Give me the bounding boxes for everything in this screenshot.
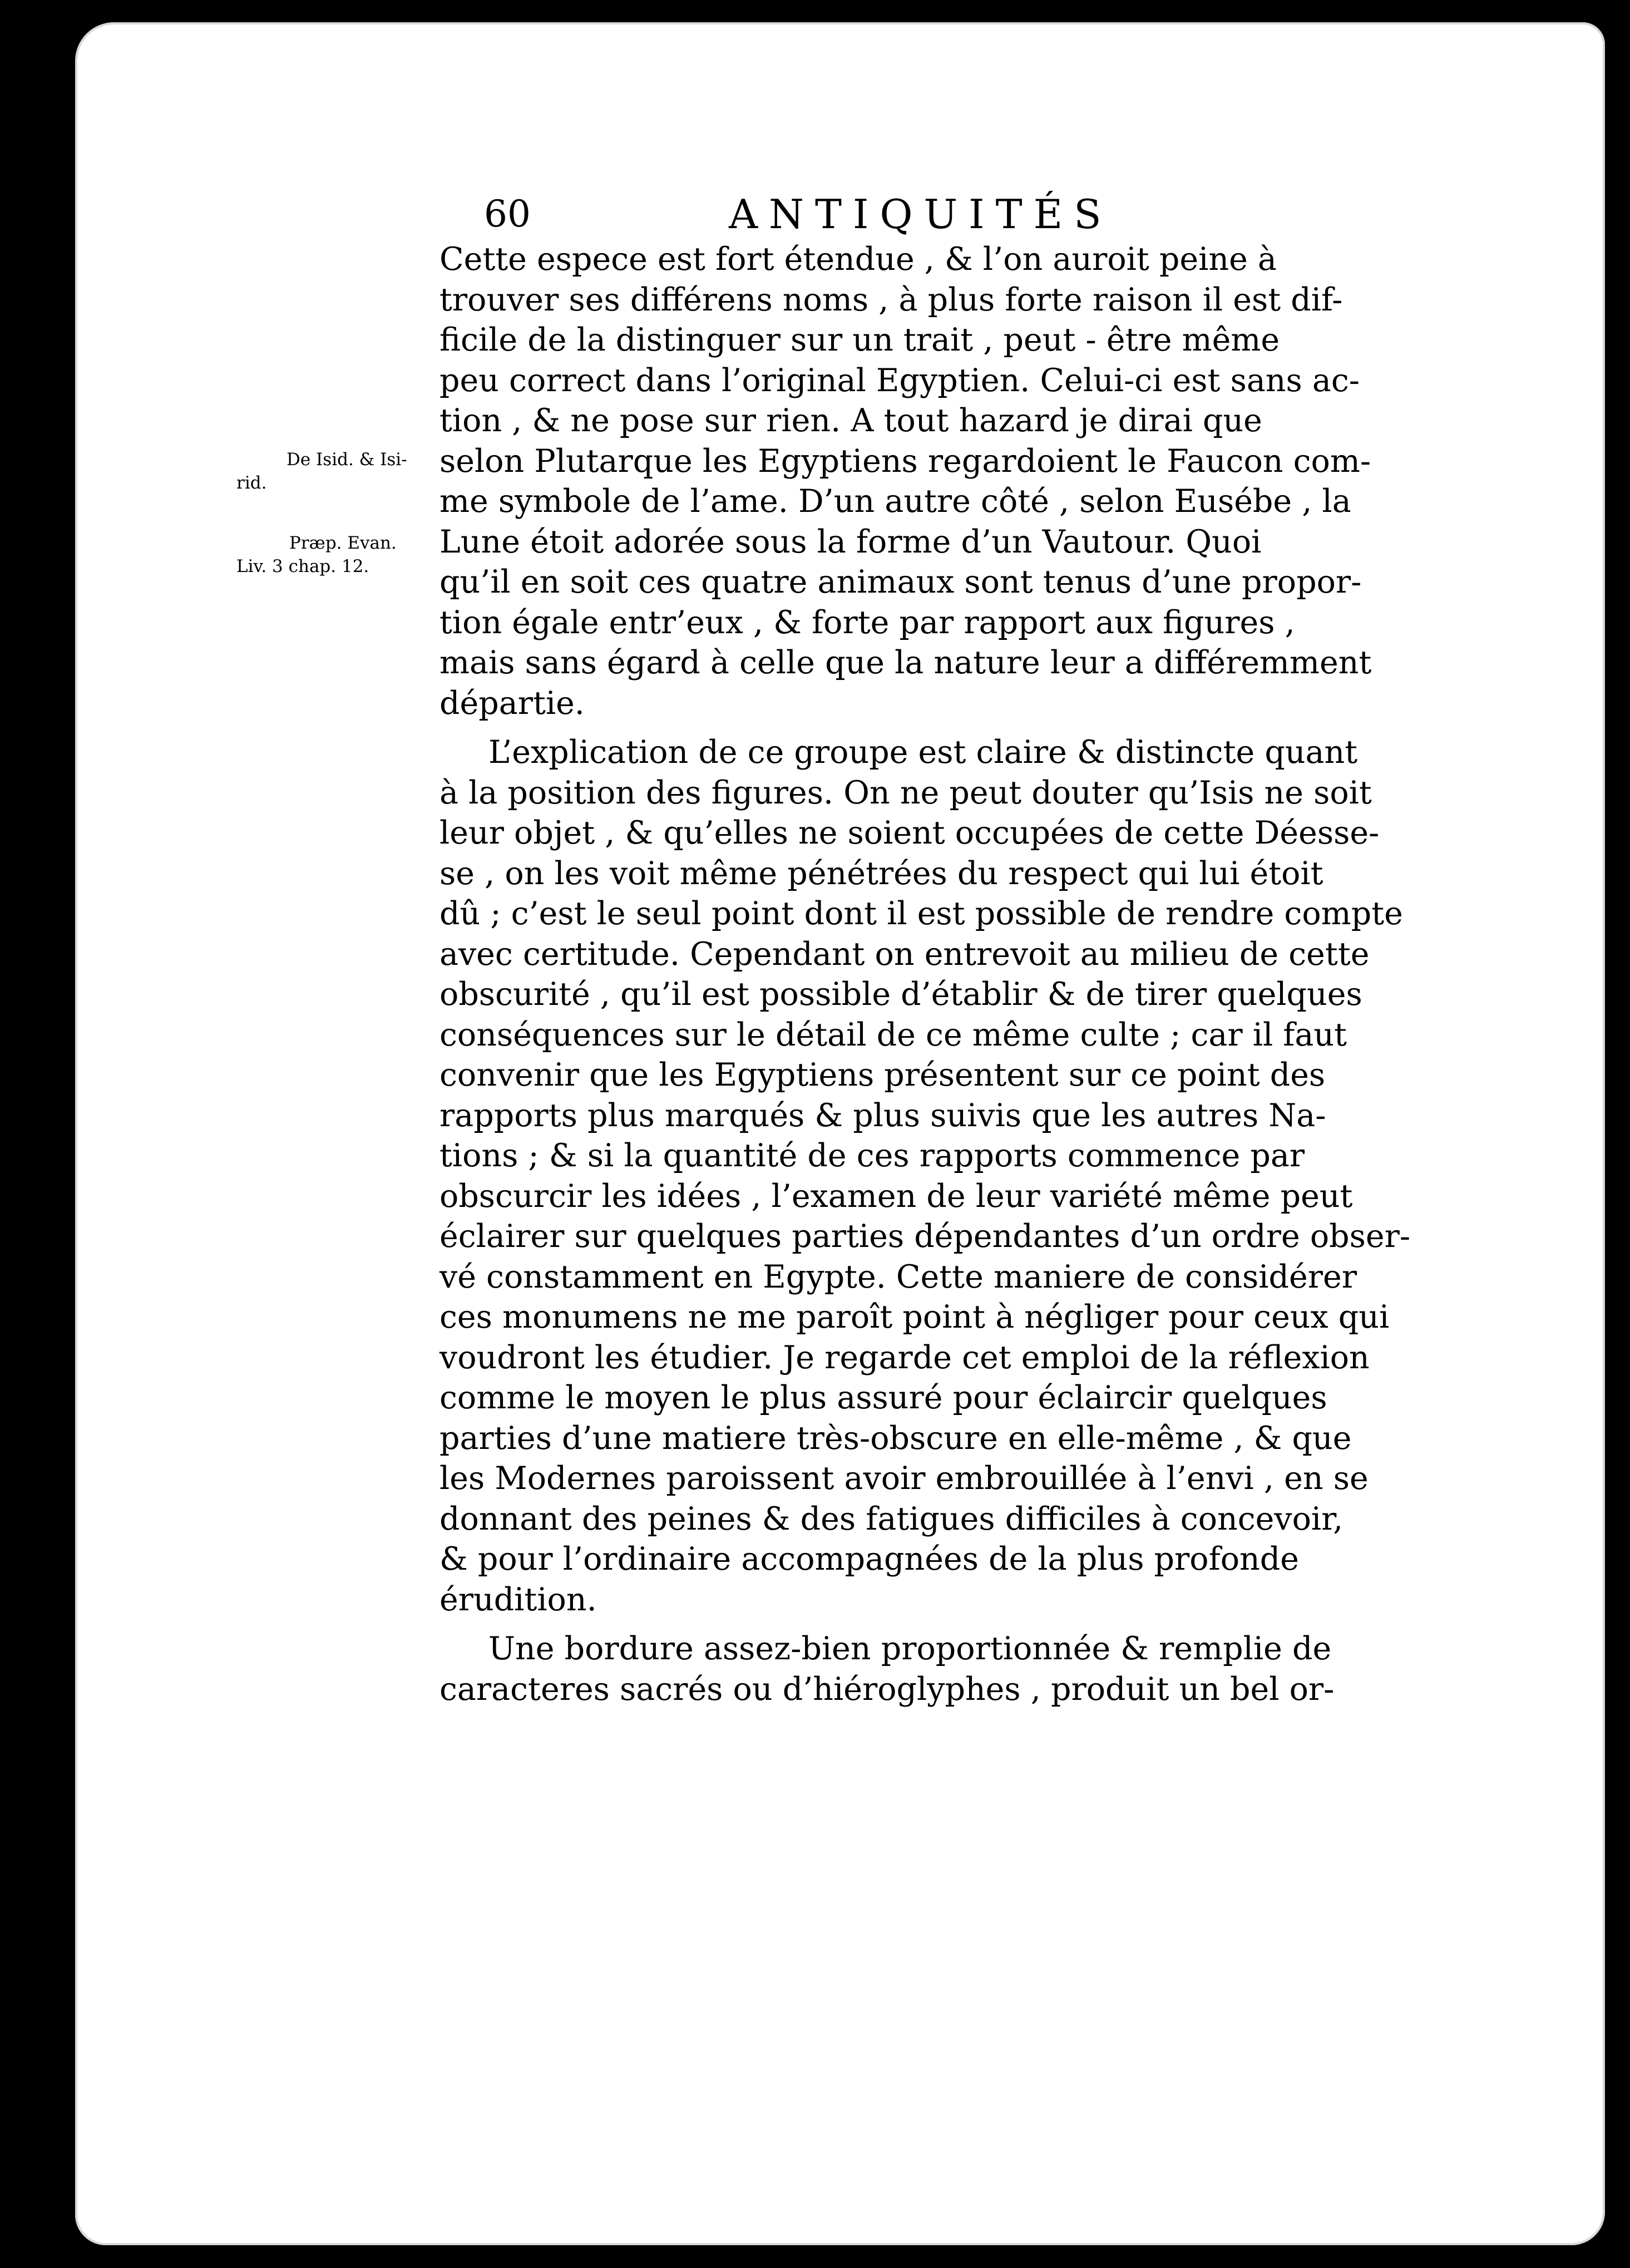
text-line: éclairer sur quelques parties dépendantes d’un ordre obser- — [439, 1218, 1411, 1255]
text-line: avec certitude. Cependant on entrevoit au milieu de cette — [439, 935, 1370, 973]
text-line: tions ; & si la quantité de ces rapports commence par — [439, 1137, 1305, 1174]
text-line: les Modernes paroissent avoir embrouillée à l’envi , en se — [439, 1460, 1369, 1497]
margin-note-plutarch — [236, 448, 407, 495]
text-line: voudront les étudier. Je regarde cet emploi de la réflexion — [439, 1339, 1370, 1376]
text-line: mais sans égard à celle que la nature leur a différemment — [439, 644, 1372, 681]
paragraph-1 — [439, 239, 1424, 723]
running-head: ANTIQUITÉS — [729, 191, 1113, 238]
text-line: Cette espece est fort étendue , & l’on auroit peine à — [439, 241, 1277, 278]
text-line: selon Plutarque les Egyptiens regardoient le Faucon com- — [439, 442, 1371, 480]
text-line: Une bordure assez-bien proportionnée & remplie de — [488, 1630, 1332, 1667]
margin-note-line: Liv. 3 chap. 12. — [236, 556, 369, 576]
text-line: départie. — [439, 684, 585, 722]
text-line: conséquences sur le détail de ce même culte ; car il faut — [439, 1016, 1347, 1053]
text-line: me symbole de l’ame. D’un autre côté , selon Eusébe , la — [439, 483, 1351, 520]
text-line: érudition. — [439, 1581, 597, 1618]
paragraph-2 — [439, 732, 1424, 1620]
text-line: se , on les voit même pénétrées du respect qui lui étoit — [439, 855, 1323, 892]
text-line: dû ; c’est le seul point dont il est possible de rendre compte — [439, 895, 1403, 932]
text-line: tion , & ne pose sur rien. A tout hazard je dirai que — [439, 402, 1262, 439]
text-line: qu’il en soit ces quatre animaux sont tenus d’une propor- — [439, 564, 1362, 600]
page-number: 60 — [484, 193, 531, 235]
text-line: à la position des figures. On ne peut douter qu’Isis ne soit — [439, 774, 1372, 811]
text-line: parties d’une matiere très-obscure en elle-même , & que — [439, 1419, 1352, 1457]
text-line: convenir que les Egyptiens présentent sur ce point des — [439, 1057, 1326, 1093]
text-line: leur objet , & qu’elles ne soient occupées de cette Déesse- — [439, 815, 1380, 851]
text-line: trouver ses différens noms , à plus forte raison il est dif- — [439, 281, 1343, 318]
text-line: rapports plus marqués & plus suivis que les autres Na- — [439, 1097, 1326, 1134]
text-line: L’explication de ce groupe est claire & distincte quant — [488, 734, 1358, 771]
text-line: caracteres sacrés ou d’hiéroglyphes , produit un bel or- — [439, 1670, 1335, 1708]
page-header — [484, 189, 1185, 239]
text-line: & pour l’ordinaire accompagnées de la plus profonde — [439, 1541, 1299, 1577]
text-line: obscurcir les idées , l’examen de leur variété même peut — [439, 1177, 1353, 1215]
margin-note-line: rid. — [236, 473, 267, 493]
margin-note-eusebius — [236, 531, 397, 578]
main-text — [439, 239, 1424, 1718]
text-line: ces monumens ne me paroît point à négliger pour ceux qui — [439, 1299, 1390, 1335]
text-line: peu correct dans l’original Egyptien. Celui-ci est sans ac- — [439, 362, 1360, 399]
text-line: obscurité , qu’il est possible d’établir & de tirer quelques — [439, 976, 1362, 1013]
margin-note-line: Præp. Evan. — [289, 533, 397, 553]
paragraph-3 — [439, 1629, 1424, 1709]
text-line: ficile de la distinguer sur un trait , peut - être même — [439, 322, 1280, 358]
text-line: donnant des peines & des fatigues difficiles à concevoir, — [439, 1500, 1343, 1537]
margin-note-line: De Isid. & Isi- — [287, 450, 407, 470]
text-line: vé constamment en Egypte. Cette maniere de considérer — [439, 1258, 1357, 1295]
text-line: comme le moyen le plus assuré pour éclaircir quelques — [439, 1379, 1327, 1416]
text-line: tion égale entr’eux , & forte par rapport aux figures , — [439, 604, 1295, 641]
text-line: Lune étoit adorée sous la forme d’un Vautour. Quoi — [439, 523, 1262, 560]
